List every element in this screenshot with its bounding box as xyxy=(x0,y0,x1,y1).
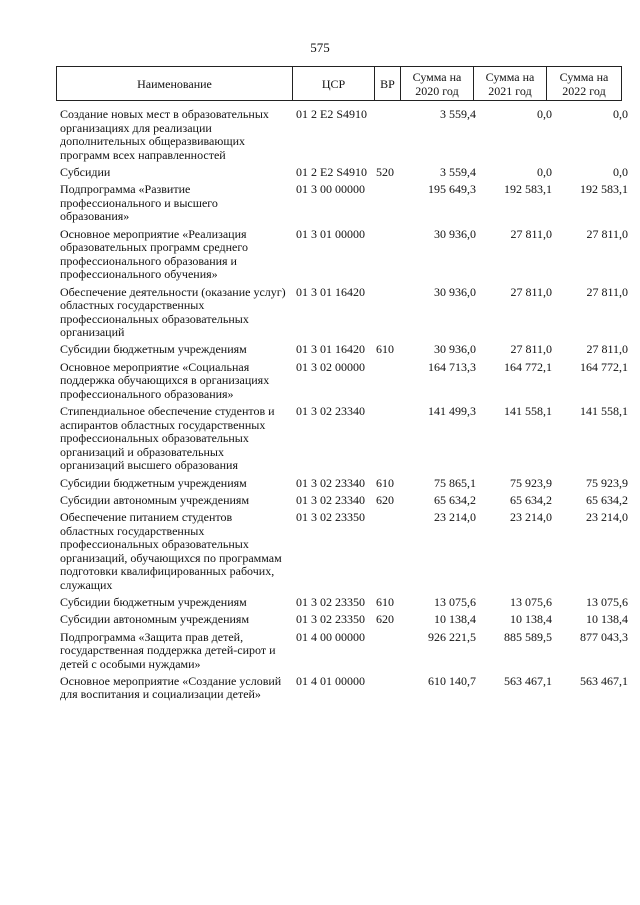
table-row xyxy=(60,286,628,340)
row-sum-2022: 563 467,1 xyxy=(580,673,628,688)
row-sum-2021: 0,0 xyxy=(537,107,552,121)
row-name: Обеспечение деятельности (оказание услуг) областных государственных профессиональных образовательных организаций xyxy=(60,284,286,340)
row-sum-2022: 141 558,1 xyxy=(580,404,628,419)
row-sum-2020: 65 634,2 xyxy=(434,492,476,507)
row-sum-2020: 30 936,0 xyxy=(434,342,476,357)
row-vr: 610 xyxy=(376,475,394,490)
row-sum-2021: 192 583,1 xyxy=(504,182,552,197)
row-sum-2022: 0,0 xyxy=(613,164,628,179)
row-name: Подпрограмма «Защита прав детей, государственная поддержка детей-сирот и детей с особыми нуждами» xyxy=(60,629,276,671)
row-sum-2022: 27 811,0 xyxy=(586,284,628,299)
row-vr xyxy=(376,631,400,672)
row-sum-2021: 563 467,1 xyxy=(504,673,552,688)
row-csr: 01 2 E2 S4910 xyxy=(296,107,368,121)
table-row xyxy=(60,361,628,402)
row-sum-2021: 10 138,4 xyxy=(510,612,552,627)
row-csr: 01 3 00 00000 xyxy=(296,182,365,197)
row-vr xyxy=(376,108,400,162)
header-csr: ЦСР xyxy=(293,67,375,100)
row-name: Субсидии бюджетным учреждениям xyxy=(60,475,247,490)
row-name: Субсидии бюджетным учреждениям xyxy=(60,595,247,610)
row-sum-2021: 23 214,0 xyxy=(510,509,552,524)
header-sum-2021: Сумма на 2021 год xyxy=(474,67,547,100)
row-name: Субсидии xyxy=(60,164,111,179)
row-name: Обеспечение питанием студентов областных государственных профессиональных образовательных организаций, обучающихся по программам подготовки квалифицированных рабочих, служащих xyxy=(60,509,282,592)
row-sum-2020: 30 936,0 xyxy=(434,284,476,299)
page-number: 575 xyxy=(310,40,330,55)
row-sum-2022: 27 811,0 xyxy=(586,226,628,241)
row-sum-2022: 23 214,0 xyxy=(586,509,628,524)
row-sum-2021: 0,0 xyxy=(537,164,552,179)
row-name: Основное мероприятие «Реализация образовательных программ среднего профессионального образования и профессионального обучения» xyxy=(60,226,248,282)
row-name: Основное мероприятие «Создание условий для воспитания и социализации детей» xyxy=(60,673,282,702)
row-vr: 620 xyxy=(376,612,394,627)
row-csr: 01 3 02 23340 xyxy=(296,492,365,507)
row-name: Субсидии бюджетным учреждениям xyxy=(60,342,247,357)
table-row xyxy=(60,166,628,180)
row-name: Субсидии автономным учреждениям xyxy=(60,492,250,507)
row-sum-2021: 65 634,2 xyxy=(510,492,552,507)
row-sum-2020: 75 865,1 xyxy=(434,475,476,490)
table-row xyxy=(60,477,628,491)
table-row xyxy=(60,343,628,357)
row-csr: 01 4 00 00000 xyxy=(296,629,365,644)
row-csr: 01 4 01 00000 xyxy=(296,673,365,688)
row-sum-2020: 30 936,0 xyxy=(434,226,476,241)
row-vr xyxy=(376,361,400,402)
row-csr: 01 3 02 23350 xyxy=(296,509,365,524)
row-csr: 01 3 02 23350 xyxy=(296,595,365,610)
row-sum-2020: 141 499,3 xyxy=(428,404,476,419)
row-vr xyxy=(376,183,400,224)
row-sum-2021: 13 075,6 xyxy=(510,595,552,610)
header-vr: ВР xyxy=(375,67,401,100)
row-sum-2022: 13 075,6 xyxy=(586,595,628,610)
row-sum-2020: 23 214,0 xyxy=(434,509,476,524)
table-row xyxy=(60,108,628,162)
row-name: Подпрограмма «Развитие профессионального и высшего образования» xyxy=(60,182,218,224)
row-sum-2020: 610 140,7 xyxy=(428,673,476,688)
row-sum-2021: 27 811,0 xyxy=(510,226,552,241)
row-sum-2021: 164 772,1 xyxy=(504,359,552,374)
row-sum-2022: 75 923,9 xyxy=(586,475,628,490)
row-csr: 01 3 01 16420 xyxy=(296,342,365,357)
row-vr: 620 xyxy=(376,492,394,507)
row-csr: 01 3 02 00000 xyxy=(296,359,365,374)
row-name: Субсидии автономным учреждениям xyxy=(60,612,250,627)
row-csr: 01 2 E2 S4910 xyxy=(296,164,368,179)
row-vr xyxy=(376,228,400,282)
row-vr xyxy=(376,511,400,593)
row-sum-2022: 65 634,2 xyxy=(586,492,628,507)
row-sum-2020: 164 713,3 xyxy=(428,359,476,374)
row-csr: 01 3 01 16420 xyxy=(296,284,365,299)
row-name: Стипендиальное обеспечение студентов и аспирантов областных государственных профессиональных образовательных организаций и образовательных организаций высшего образования xyxy=(60,404,275,473)
row-sum-2022: 10 138,4 xyxy=(586,612,628,627)
table-body xyxy=(60,108,628,706)
row-sum-2022: 877 043,3 xyxy=(580,629,628,644)
table-row xyxy=(60,613,628,627)
row-csr: 01 3 01 00000 xyxy=(296,226,365,241)
row-csr: 01 3 02 23340 xyxy=(296,475,365,490)
row-sum-2022: 164 772,1 xyxy=(580,359,628,374)
table-row xyxy=(60,494,628,508)
row-sum-2020: 10 138,4 xyxy=(434,612,476,627)
row-sum-2022: 0,0 xyxy=(613,107,628,121)
table-row xyxy=(60,183,628,224)
row-sum-2020: 3 559,4 xyxy=(440,164,476,179)
row-sum-2021: 27 811,0 xyxy=(510,284,552,299)
row-name: Основное мероприятие «Социальная поддержка обучающихся в организациях профессионального образования» xyxy=(60,359,270,401)
header-name: Наименование xyxy=(57,67,293,100)
row-vr: 610 xyxy=(376,595,394,610)
row-name: Создание новых мест в образовательных организациях для реализации дополнительных общеразвивающих программ всех направленностей xyxy=(60,107,269,162)
row-vr xyxy=(376,675,400,702)
table-row xyxy=(60,405,628,473)
row-vr xyxy=(376,405,400,473)
row-csr: 01 3 02 23340 xyxy=(296,404,365,419)
row-sum-2022: 192 583,1 xyxy=(580,182,628,197)
header-sum-2020: Сумма на 2020 год xyxy=(401,67,474,100)
table-row xyxy=(60,511,628,593)
row-sum-2020: 3 559,4 xyxy=(440,107,476,121)
row-sum-2020: 926 221,5 xyxy=(428,629,476,644)
row-sum-2022: 27 811,0 xyxy=(586,342,628,357)
row-sum-2021: 885 589,5 xyxy=(504,629,552,644)
table-row xyxy=(60,228,628,282)
table-row xyxy=(60,675,628,702)
header-sum-2022: Сумма на 2022 год xyxy=(559,69,609,98)
row-vr xyxy=(376,286,400,340)
row-sum-2021: 141 558,1 xyxy=(504,404,552,419)
row-vr: 520 xyxy=(376,164,394,179)
table-row xyxy=(60,596,628,610)
row-csr: 01 3 02 23350 xyxy=(296,612,365,627)
row-sum-2020: 13 075,6 xyxy=(434,595,476,610)
table-row xyxy=(60,631,628,672)
table-header xyxy=(56,66,622,101)
row-sum-2020: 195 649,3 xyxy=(428,182,476,197)
row-sum-2021: 75 923,9 xyxy=(510,475,552,490)
row-vr: 610 xyxy=(376,342,394,357)
row-sum-2021: 27 811,0 xyxy=(510,342,552,357)
